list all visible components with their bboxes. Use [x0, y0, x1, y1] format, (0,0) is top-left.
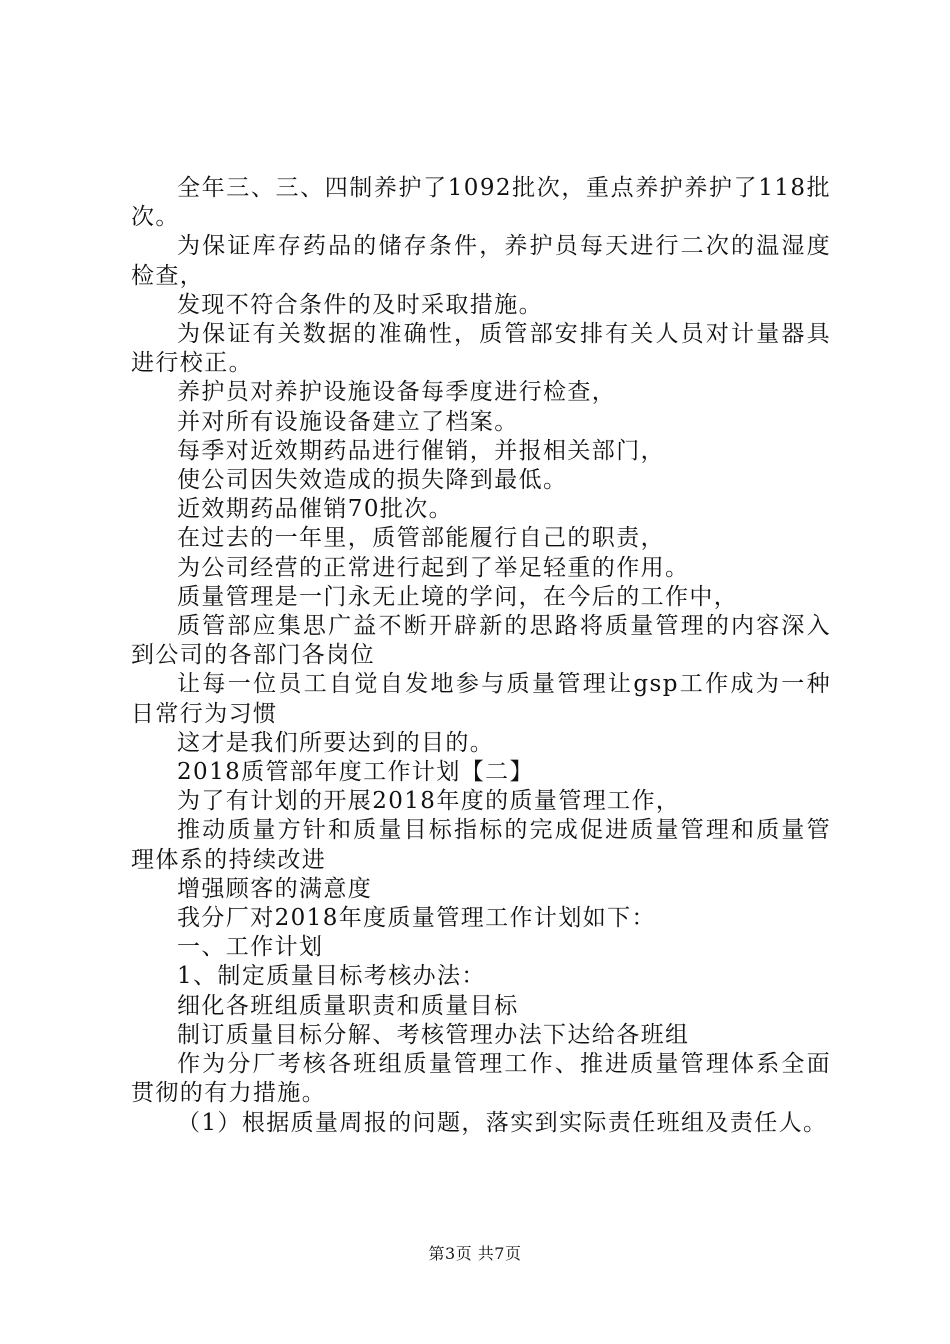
subsection-heading: 一、工作计划	[177, 934, 324, 961]
paragraph: 近效期药品催销70批次。	[177, 496, 454, 523]
page-number-footer: 第3页 共7页	[428, 1244, 522, 1263]
paragraph: 这才是我们所要达到的目的。	[177, 729, 495, 756]
list-item: 1、制定质量目标考核办法：	[177, 963, 486, 990]
paragraph: 每季对近效期药品进行催销，并报相关部门，	[177, 437, 665, 464]
paragraph: 为了有计划的开展2018年度的质量管理工作，	[177, 788, 681, 815]
paragraph: 发现不符合条件的及时采取措施。	[177, 291, 543, 318]
paragraph: 质量管理是一门永无止境的学问，在今后的工作中，	[177, 583, 739, 610]
paragraph: 推动质量方针和质量目标指标的完成促进质量管理和质量管理体系的持续改进	[131, 817, 831, 873]
paragraph: 养护员对养护设施设备每季度进行检查，	[177, 379, 617, 406]
paragraph: 让每一位员工自觉自发地参与质量管理让gsp工作成为一种日常行为习惯	[131, 671, 831, 727]
paragraph: 并对所有设施设备建立了档案。	[177, 408, 519, 435]
paragraph: 细化各班组质量职责和质量目标	[177, 992, 519, 1019]
paragraph: 为公司经营的正常进行起到了举足轻重的作用。	[177, 554, 690, 581]
section-heading: 2018质管部年度工作计划【二】	[177, 759, 534, 786]
paragraph: 制订质量目标分解、考核管理办法下达给各班组	[177, 1021, 690, 1048]
paragraph: 全年三、三、四制养护了1092批次，重点养护养护了118批次。	[131, 175, 831, 231]
document-body	[131, 174, 831, 1138]
paragraph: 在过去的一年里，质管部能履行自己的职责，	[177, 525, 665, 552]
paragraph: 使公司因失效造成的损失降到最低。	[177, 467, 568, 494]
paragraph: 作为分厂考核各班组质量管理工作、推进质量管理体系全面贯彻的有力措施。	[131, 1051, 831, 1107]
paragraph: 为保证库存药品的储存条件，养护员每天进行二次的温湿度检查，	[131, 233, 831, 289]
paragraph: 我分厂对2018年度质量管理工作计划如下：	[177, 905, 656, 932]
paragraph: 质管部应集思广益不断开辟新的思路将质量管理的内容深入到公司的各部门各岗位	[131, 613, 831, 669]
paragraph: 增强顾客的满意度	[177, 875, 373, 902]
paragraph: 为保证有关数据的准确性，质管部安排有关人员对计量器具进行校正。	[131, 321, 831, 377]
list-item: （1）根据质量周报的问题，落实到实际责任班组及责任人。	[177, 1109, 828, 1136]
